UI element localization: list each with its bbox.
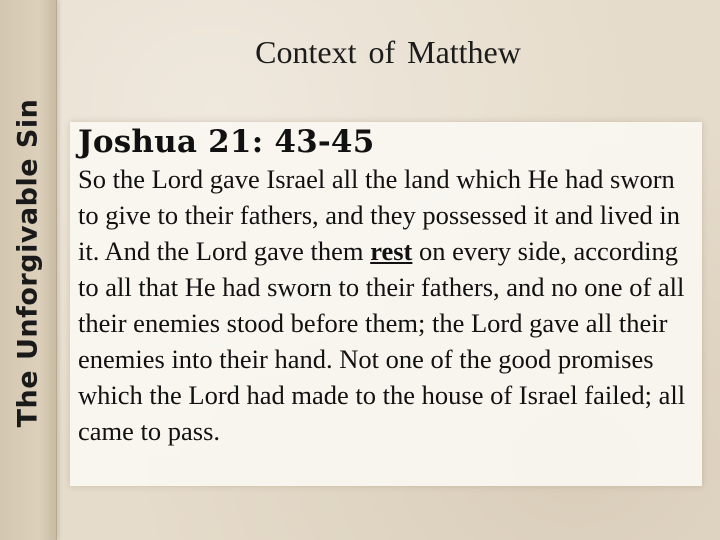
slide-title: Context of Matthew	[255, 34, 521, 70]
verse-text	[78, 161, 700, 449]
verse-text-start: So the Lord gave Israel all the land which He had sworn to give to their fathers, and they possessed it and lived in it. And the Lord gave them	[78, 164, 681, 266]
verse-emphasis-word: rest	[370, 236, 413, 266]
sidebar-title: The Unforgivable Sin	[12, 98, 44, 428]
verse-text-end: on every side, according to all that He had sworn to their fathers, and no one of all their enemies stood before them; the Lord gave all their enemies into their hand. Not one of the good promises which the Lord had made to the house of Israel failed; all came to pass.	[78, 236, 686, 446]
scripture-reference: Joshua 21: 43-45	[78, 124, 375, 160]
